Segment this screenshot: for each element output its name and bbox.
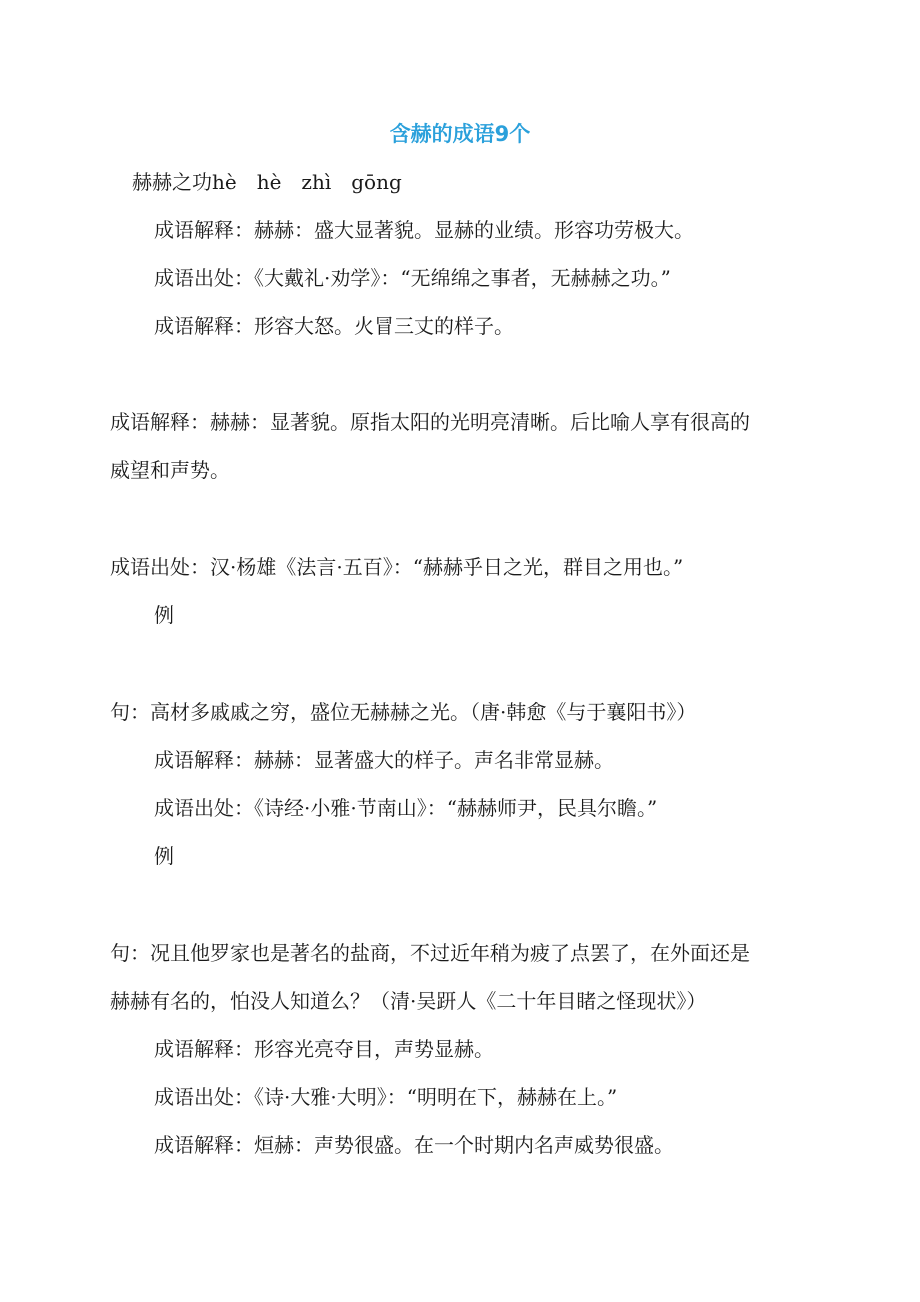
explanation-line: 成语解释：赫赫：显著貌。原指太阳的光明亮清晰。后比喻人享有很高的 (110, 410, 750, 434)
explanation-line-continued: 威望和声势。 (110, 458, 230, 482)
explanation-line: 成语解释：形容光亮夺目，声势显赫。 (154, 1037, 494, 1061)
example-sentence-continued: 赫赫有名的，怕没人知道么？（清·吴趼人《二十年目睹之怪现状》） (110, 989, 707, 1013)
explanation-line: 成语解释：赫赫：盛大显著貌。显赫的业绩。形容功劳极大。 (154, 218, 694, 242)
example-label: 例 (154, 844, 174, 868)
example-sentence: 句：高材多戚戚之穷，盛位无赫赫之光。（唐·韩愈《与于襄阳书》） (110, 700, 697, 724)
source-line: 成语出处：汉·杨雄《法言·五百》：“赫赫乎日之光，群目之用也。” (110, 555, 684, 579)
explanation-line: 成语解释：形容大怒。火冒三丈的样子。 (154, 314, 514, 338)
source-line: 成语出处：《大戴礼·劝学》：“无绵绵之事者，无赫赫之功。” (154, 266, 671, 290)
explanation-line: 成语解释：烜赫：声势很盛。在一个时期内名声威势很盛。 (154, 1133, 674, 1157)
source-line: 成语出处：《诗经·小雅·节南山》：“赫赫师尹，民具尔瞻。” (154, 796, 658, 820)
idiom-heading-pinyin: 赫赫之功hè hè zhì gōng (132, 170, 402, 194)
example-label: 例 (154, 603, 174, 627)
source-line: 成语出处：《诗·大雅·大明》：“明明在下，赫赫在上。” (154, 1085, 618, 1109)
example-sentence: 句：况且他罗家也是著名的盐商，不过近年稍为疲了点罢了，在外面还是 (110, 941, 750, 965)
explanation-line: 成语解释：赫赫：显著盛大的样子。声名非常显赫。 (154, 748, 614, 772)
page-title: 含赫的成语9个 (389, 122, 531, 146)
